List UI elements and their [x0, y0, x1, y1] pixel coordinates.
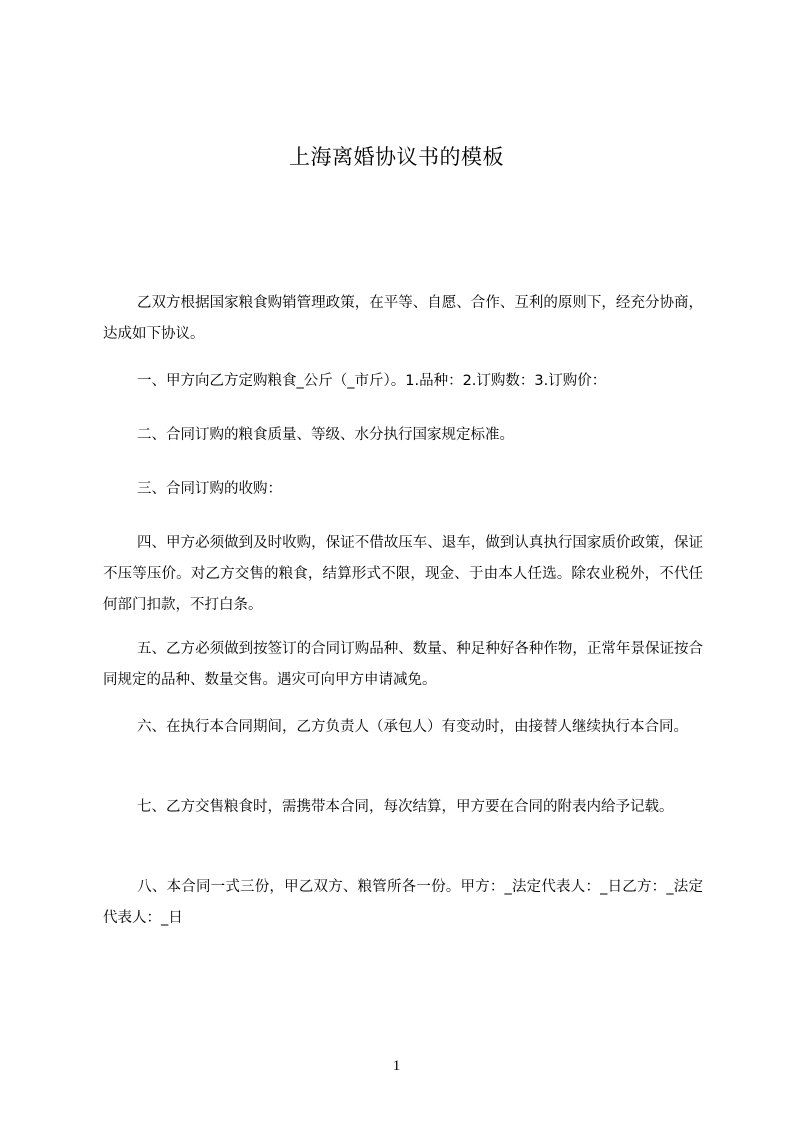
- page-title: 上海离婚协议书的模板: [289, 145, 504, 169]
- page-number: 1: [392, 1058, 401, 1074]
- clause-text: 八、本合同一式三份，甲乙双方、粮管所各一份。甲方：_法定代表人：_日乙方：_法定代表人：_日: [103, 879, 703, 926]
- clause-2: [103, 420, 703, 451]
- clause-text: 三、合同订购的收购：: [137, 481, 282, 497]
- clause-text: 一、甲方向乙方定购粮食_公斤（_市斤）。1.品种：2.订购数：3.订购价：: [137, 373, 607, 389]
- clause-1: [103, 366, 703, 397]
- clause-8: [103, 872, 703, 934]
- clause-7: [103, 792, 703, 823]
- clause-5: [103, 634, 703, 696]
- clause-text: 七、乙方交售粮食时，需携带本合同，每次结算，甲方要在合同的附表内给予记载。: [137, 799, 674, 815]
- clause-text: 二、合同订购的粮食质量、等级、水分执行国家规定标准。: [137, 427, 514, 443]
- clause-text: 五、乙方必须做到按签订的合同订购品种、数量、种足种好各种作物，正常年景保证按合同规定的品种、数量交售。遇灾可向甲方申请减免。: [103, 641, 703, 688]
- clause-6: [103, 712, 703, 743]
- clause-4: [103, 528, 703, 621]
- clause-3: [103, 474, 703, 505]
- intro-paragraph: [103, 288, 703, 350]
- intro-text: 乙双方根据国家粮食购销管理政策，在平等、自愿、合作、互利的原则下，经充分协商，达成如下协议。: [103, 295, 703, 342]
- clause-text: 四、甲方必须做到及时收购，保证不借故压车、退车，做到认真执行国家质价政策，保证不压等压价。对乙方交售的粮食，结算形式不限，现金、于由本人任选。除农业税外，不代任何部门扣款，不打白条。: [103, 535, 703, 613]
- clause-text: 六、在执行本合同期间，乙方负责人（承包人）有变动时，由接替人继续执行本合同。: [137, 719, 688, 735]
